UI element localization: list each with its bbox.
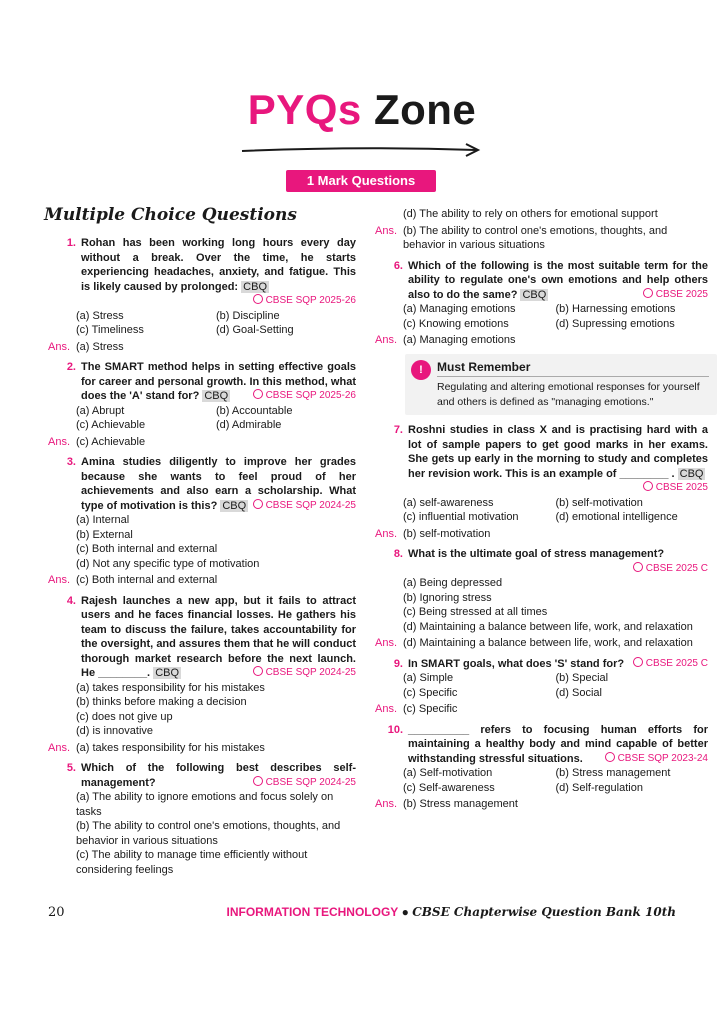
answer — [375, 636, 708, 651]
answer-label: Ans. — [48, 340, 71, 353]
options — [48, 790, 356, 877]
question-text — [81, 236, 356, 309]
question — [375, 657, 708, 672]
question-number: 9. — [393, 657, 403, 670]
exam-tag-text: CBSE SQP 2024-25 — [265, 667, 356, 678]
option: (a) self-awareness — [403, 496, 494, 509]
bullet-icon: ● — [401, 905, 409, 919]
option: (a) Being depressed — [403, 577, 503, 589]
option: (d) Maintaining a balance between life, work, and relaxation — [403, 620, 693, 633]
cbq-label: CBQ — [522, 288, 547, 301]
answer-text: (a) Managing emotions — [403, 334, 516, 346]
option: (c) influential motivation — [403, 511, 519, 523]
option: (d) Admirable — [216, 419, 282, 431]
circle-icon — [253, 389, 263, 399]
answer-text: (d) Maintaining a balance between life, work, and relaxation — [403, 637, 693, 649]
answer-text: (c) Achievable — [76, 435, 146, 448]
option: (c) Achievable — [76, 419, 146, 431]
option: (c) The ability to manage time efficiently without considering feelings — [76, 849, 308, 876]
circle-icon — [633, 562, 643, 572]
bulb-icon: ! — [411, 360, 431, 380]
left-column — [48, 234, 356, 877]
circle-icon — [253, 666, 263, 676]
question-body: Which of the following is the most suitable term for the ability to regulate one's own emotions and help others also to do the same? — [408, 259, 708, 301]
cbq-label: CBQ — [222, 499, 247, 512]
options — [48, 404, 356, 433]
option: (d) The ability to rely on others for emotional support — [403, 208, 658, 220]
answer-label: Ans. — [48, 574, 71, 586]
answer-label: Ans. — [375, 798, 398, 810]
question — [375, 547, 708, 576]
question-body: Roshni studies in class X and is practising hard with a lot of sample papers to get good marks in her exams. She gets up early in the morning to study and completes her revision work. This is an example of ________ . — [408, 424, 708, 480]
circle-icon — [633, 657, 643, 667]
option-row — [403, 671, 708, 686]
circle-icon — [643, 481, 653, 491]
page-number: 20 — [48, 905, 65, 920]
answer-text: (b) self-motivation — [403, 527, 491, 540]
option: (b) self-motivation — [555, 496, 643, 509]
question-number: 8. — [393, 548, 403, 560]
answer-text: (a) takes responsibility for his mistakes — [76, 741, 265, 754]
answer-label: Ans. — [48, 741, 71, 754]
question-number: 1. — [66, 237, 76, 249]
answer — [375, 527, 708, 542]
question — [48, 236, 356, 309]
answer-text: (c) Specific — [403, 703, 458, 715]
options — [375, 302, 708, 331]
option: (d) Self-regulation — [555, 781, 643, 794]
option: (c) Timeliness — [76, 324, 144, 336]
question-number: 10. — [387, 723, 403, 736]
cbq-label: CBQ — [243, 280, 268, 293]
question-body: Which of the following best describes self-management? — [81, 762, 356, 789]
question-text — [81, 594, 356, 681]
option: (d) Goal-Setting — [216, 324, 294, 336]
option-row — [76, 309, 356, 324]
section-badge: 1 Mark Questions — [286, 170, 436, 192]
exam-tag — [253, 389, 356, 404]
question-text — [408, 423, 708, 496]
exam-tag-text: CBSE 2025 C — [645, 657, 708, 669]
option: (c) does not give up — [76, 710, 173, 723]
exam-tag — [253, 666, 356, 681]
question — [48, 360, 356, 404]
answer-label: Ans. — [375, 703, 398, 715]
circle-icon — [253, 294, 263, 304]
question-text — [81, 455, 356, 513]
options — [375, 766, 708, 795]
question — [375, 259, 708, 303]
answer — [375, 797, 708, 812]
question-text — [408, 547, 708, 576]
answer-label: Ans. — [375, 527, 398, 540]
answer — [48, 435, 356, 450]
exam-tag-text: CBSE SQP 2025-26 — [265, 295, 356, 306]
must-remember-text: Regulating and altering emotional responses for yourself and others is defined as "managing emotions." — [437, 381, 700, 408]
answer-label: Ans. — [375, 637, 398, 649]
section-heading: Multiple Choice Questions — [44, 205, 297, 225]
exam-tag-text: CBSE SQP 2023-24 — [617, 752, 708, 764]
option: (a) Internal — [76, 514, 130, 526]
option: (d) Not any specific type of motivation — [76, 557, 260, 570]
exam-tag — [643, 288, 708, 303]
option: (b) Stress management — [555, 767, 671, 779]
option: (a) Abrupt — [76, 404, 125, 417]
option: (a) Self-motivation — [403, 767, 493, 779]
exam-tag — [633, 657, 708, 672]
exam-tag — [633, 562, 708, 577]
options — [48, 309, 356, 338]
exam-tag — [643, 481, 708, 496]
question — [375, 723, 708, 767]
option: (a) The ability to ignore emotions and focus solely on tasks — [76, 791, 334, 818]
question-text — [81, 761, 356, 790]
circle-icon — [253, 499, 263, 509]
cbq-label: CBQ — [155, 667, 180, 679]
options — [375, 576, 708, 634]
footer-title — [227, 905, 676, 919]
exam-tag — [605, 752, 708, 767]
question-number: 6. — [393, 259, 403, 272]
option: (d) Social — [555, 686, 602, 699]
answer — [375, 224, 708, 253]
option: (b) Discipline — [216, 309, 280, 322]
right-column — [375, 207, 708, 818]
page-title — [0, 86, 724, 134]
question-number: 2. — [66, 361, 76, 373]
exam-tag-text: CBSE SQP 2025-26 — [265, 390, 356, 401]
option: (a) takes responsibility for his mistakes — [76, 681, 265, 694]
question-body: The SMART method helps in setting effective goals for career and personal growth. In this method, what does the 'A' stand for? — [81, 361, 356, 402]
exam-tag-text: CBSE 2025 — [655, 288, 708, 300]
title-part2: Zone — [373, 86, 477, 133]
option: (d) Supressing emotions — [555, 317, 675, 330]
circle-icon — [605, 752, 615, 762]
option: (c) Being stressed at all times — [403, 606, 548, 618]
question-body: __________ refers to focusing human efforts for maintaining a healthy body and mind capable of better withstanding stressful situations. — [408, 723, 708, 765]
decorative-arrow-icon — [240, 140, 484, 160]
cbq-label: CBQ — [204, 390, 229, 402]
option-row — [403, 686, 708, 701]
options — [48, 681, 356, 739]
must-remember-box — [405, 354, 717, 416]
answer — [375, 333, 708, 348]
question-text — [408, 657, 708, 672]
question-body: Amina studies diligently to improve her grades because she wants to feel proud of her achievements and also earn a scholarship. What type of motivation is this? — [81, 456, 356, 512]
option: (b) thinks before making a decision — [76, 696, 247, 708]
option: (b) External — [76, 528, 133, 541]
option-row — [76, 323, 356, 338]
option: (c) Self-awareness — [403, 781, 495, 794]
exam-tag-text: CBSE 2025 — [655, 482, 708, 493]
exam-tag-text: CBSE SQP 2024-25 — [265, 499, 356, 511]
options — [375, 671, 708, 700]
question-body: Rohan has been working long hours every day without a break. Over the time, he starts experiencing headaches, anxiety, and fatigue. This is likely caused by prolonged: — [81, 237, 356, 293]
must-remember-heading: Must Remember — [437, 360, 709, 378]
option-row — [76, 418, 356, 433]
circle-icon — [643, 288, 653, 298]
answer — [48, 573, 356, 588]
answer-text: (c) Both internal and external — [76, 574, 218, 586]
option-row — [403, 510, 708, 525]
options — [48, 513, 356, 571]
option: (c) Knowing emotions — [403, 317, 509, 330]
option-row — [403, 781, 708, 796]
question-number: 3. — [66, 456, 76, 468]
option-row — [76, 404, 356, 419]
answer — [48, 340, 356, 355]
answer — [48, 741, 356, 756]
question — [375, 423, 708, 496]
question-text — [81, 360, 356, 404]
option-row — [403, 766, 708, 781]
option: (a) Stress — [76, 309, 124, 322]
options-continued — [375, 207, 708, 222]
answer-label: Ans. — [48, 435, 71, 448]
exam-tag — [253, 294, 356, 309]
question-text — [408, 723, 708, 767]
question-body: What is the ultimate goal of stress management? — [408, 548, 665, 560]
option: (a) Managing emotions — [403, 303, 516, 315]
question — [48, 761, 356, 790]
option: (a) Simple — [403, 672, 454, 684]
option: (b) Ignoring stress — [403, 591, 492, 604]
exam-tag — [253, 776, 356, 791]
option: (b) Special — [555, 672, 609, 684]
option-row — [403, 317, 708, 332]
option-row — [403, 302, 708, 317]
question-body: Rajesh launches a new app, but it fails to attract users and he faces financial losses. He gathers his team to discuss the failure, takes accountability for the oversight, and assures them that he will conduct thorough market research before the next launch. He ________. — [81, 594, 356, 679]
exam-tag — [253, 499, 356, 514]
circle-icon — [253, 776, 263, 786]
footer-subject: INFORMATION TECHNOLOGY — [226, 905, 399, 919]
question-text — [408, 259, 708, 303]
answer-label: Ans. — [375, 334, 398, 346]
question-number: 5. — [66, 762, 76, 774]
question — [48, 455, 356, 513]
option: (d) emotional intelligence — [555, 511, 678, 523]
answer — [375, 702, 708, 717]
answer-text: (a) Stress — [76, 340, 124, 353]
exam-tag-text: CBSE SQP 2024-25 — [265, 776, 356, 788]
answer-text: (b) Stress management — [403, 798, 518, 810]
question — [48, 594, 356, 681]
options — [375, 496, 708, 525]
option: (b) Accountable — [216, 404, 293, 417]
question-number: 7. — [393, 424, 403, 436]
option-row — [403, 496, 708, 511]
footer-book: CBSE Chapterwise Question Bank 10th — [412, 905, 676, 919]
option: (c) Both internal and external — [76, 543, 218, 555]
question-body: In SMART goals, what does 'S' stand for? — [408, 657, 625, 670]
option: (b) Harnessing emotions — [555, 303, 676, 315]
option: (d) is innovative — [76, 725, 154, 737]
answer-text: (b) The ability to control one's emotions, thoughts, and behavior in various situations — [403, 224, 668, 251]
option: (b) The ability to control one's emotions, thoughts, and behavior in various situations — [76, 820, 341, 847]
answer-label: Ans. — [375, 224, 398, 237]
title-part1: PYQs — [247, 86, 362, 133]
cbq-label: CBQ — [679, 467, 704, 480]
option: (c) Specific — [403, 686, 458, 699]
exam-tag-text: CBSE 2025 C — [645, 562, 708, 574]
question-number: 4. — [66, 594, 76, 607]
